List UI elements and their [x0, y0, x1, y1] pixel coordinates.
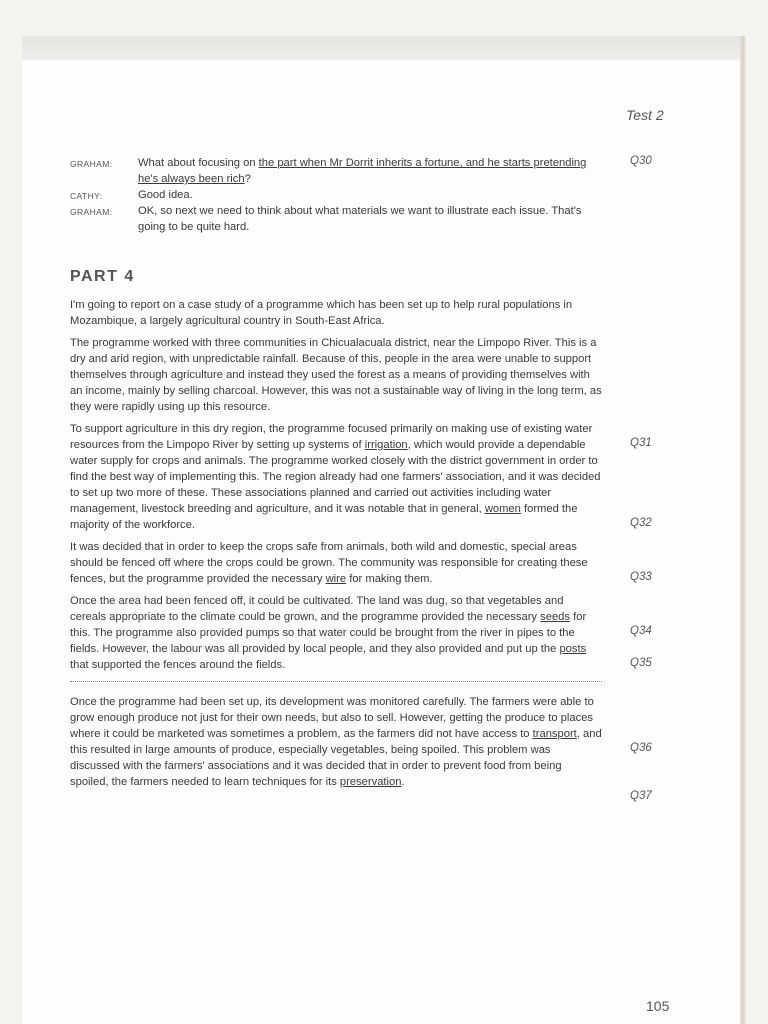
paragraph — [70, 694, 670, 802]
dialogue-line — [70, 155, 670, 187]
question-marker: Q36 — [630, 742, 652, 754]
answer-text: women — [484, 503, 521, 515]
answer-text: irrigation — [364, 439, 408, 451]
question-marker: Q31 — [630, 437, 652, 449]
text-run: Good idea. — [138, 189, 193, 201]
text-run: , and this resulted in large amounts of produce, especially vegetables, being spoiled. This problem was discussed with the farmers' associations and it was decided that in order to prevent food from being spoiled, the farmers needed to learn techniques for its — [70, 728, 602, 788]
dialogue-line — [70, 203, 670, 235]
part-heading: PART 4 — [70, 268, 135, 285]
speaker-name: GRAHAM: — [70, 207, 113, 217]
text-run: It was decided that in order to keep the crops safe from animals, both wild and domestic, special areas should be fenced off where the crops could be grown. The community was responsible for creating these fences, but the programme provided the necessary — [70, 541, 588, 585]
text-run: formed the majority of the workforce. — [70, 503, 578, 531]
answer-text: transport — [532, 728, 577, 740]
paragraph — [70, 593, 670, 673]
running-head: Test 2 — [626, 107, 664, 123]
speaker-name: CATHY: — [70, 191, 103, 201]
question-marker: Q35 — [630, 657, 652, 669]
question-marker: Q32 — [630, 517, 652, 529]
answer-text: the part when Mr Dorrit inherits a fortune, and he starts pretending he's always been rich — [138, 157, 587, 185]
paragraph-text — [70, 421, 602, 533]
text-run: I'm going to report on a case study of a programme which has been set up to help rural populations in Mozambique, a largely agricultural country in South-East Africa. — [70, 299, 573, 327]
text-run: ? — [244, 173, 251, 185]
text-run: . — [401, 776, 405, 788]
paragraph — [70, 539, 670, 587]
text-run: Once the programme had been set up, its development was monitored carefully. The farmers were able to grow enough produce not just for their own needs, but also to sell. However, getting the produce to places where it could be marketed was sometimes a problem, as the farmers did not have access to — [70, 696, 594, 740]
answer-text: posts — [559, 643, 587, 655]
question-marker: Q30 — [630, 155, 652, 167]
passage — [70, 297, 670, 802]
paragraph-text — [70, 694, 602, 790]
text-run: for this. The programme also provided pumps so that water could be brought from the river in pipes to the fields. However, the labour was all provided by local people, and they also provided and put up the — [70, 611, 587, 655]
speech-text — [138, 203, 600, 235]
page-number: 105 — [646, 998, 670, 1014]
paragraph-text — [70, 539, 602, 587]
speech-text — [138, 187, 600, 203]
text-run: What about focusing on — [138, 157, 259, 169]
paragraph — [70, 335, 670, 415]
answer-text: preservation — [339, 776, 402, 788]
paragraph-text — [70, 335, 602, 415]
text-run: Once the area had been fenced off, it could be cultivated. The land was dug, so that vegetables and cereals appropriate to the climate could be grown, and the programme provided the necessary — [70, 595, 564, 623]
text-run: To support agriculture in this dry region, the programme focused primarily on making use of existing water resources from the Limpopo River by setting up systems of — [70, 423, 593, 451]
page-edge — [740, 36, 746, 1024]
text-run: OK, so next we need to think about what materials we want to illustrate each issue. That's going to be quite hard. — [138, 205, 582, 233]
question-marker: Q34 — [630, 625, 652, 637]
dialogue-section — [70, 155, 670, 235]
text-run: for making them. — [346, 573, 433, 585]
answer-text: seeds — [540, 611, 570, 623]
question-marker: Q37 — [630, 790, 652, 802]
paragraph — [70, 421, 670, 533]
text-run: , which would provide a dependable water supply for crops and animals. The programme worked closely with the district government in order to find the best way of implementing this. The region already had one farmers' association, and it was decided to set up two more of these. These associations planned and carried out activities including water management, livestock breeding and agriculture, and it was notable that in general, — [70, 439, 601, 515]
question-marker: Q33 — [630, 571, 652, 583]
answer-text: wire — [325, 573, 347, 585]
text-run: that supported the fences around the fields. — [70, 659, 286, 671]
text-run: The programme worked with three communities in Chicualacuala district, near the Limpopo River. This is a dry and arid region, with unpredictable rainfall. Because of this, people in the area were unable to support themselves through agriculture and instead they used the forest as a means of providing themselves with an income, mainly by selling charcoal. However, this was not a sustainable way of living in the long term, as they were rapidly using up this resource. — [70, 337, 602, 413]
dialogue-line — [70, 187, 670, 203]
paragraph-text — [70, 297, 602, 329]
speech-text — [138, 155, 600, 187]
speaker-name: GRAHAM: — [70, 159, 113, 169]
paragraph — [70, 297, 670, 329]
section-separator — [70, 681, 602, 682]
paragraph-text — [70, 593, 602, 673]
